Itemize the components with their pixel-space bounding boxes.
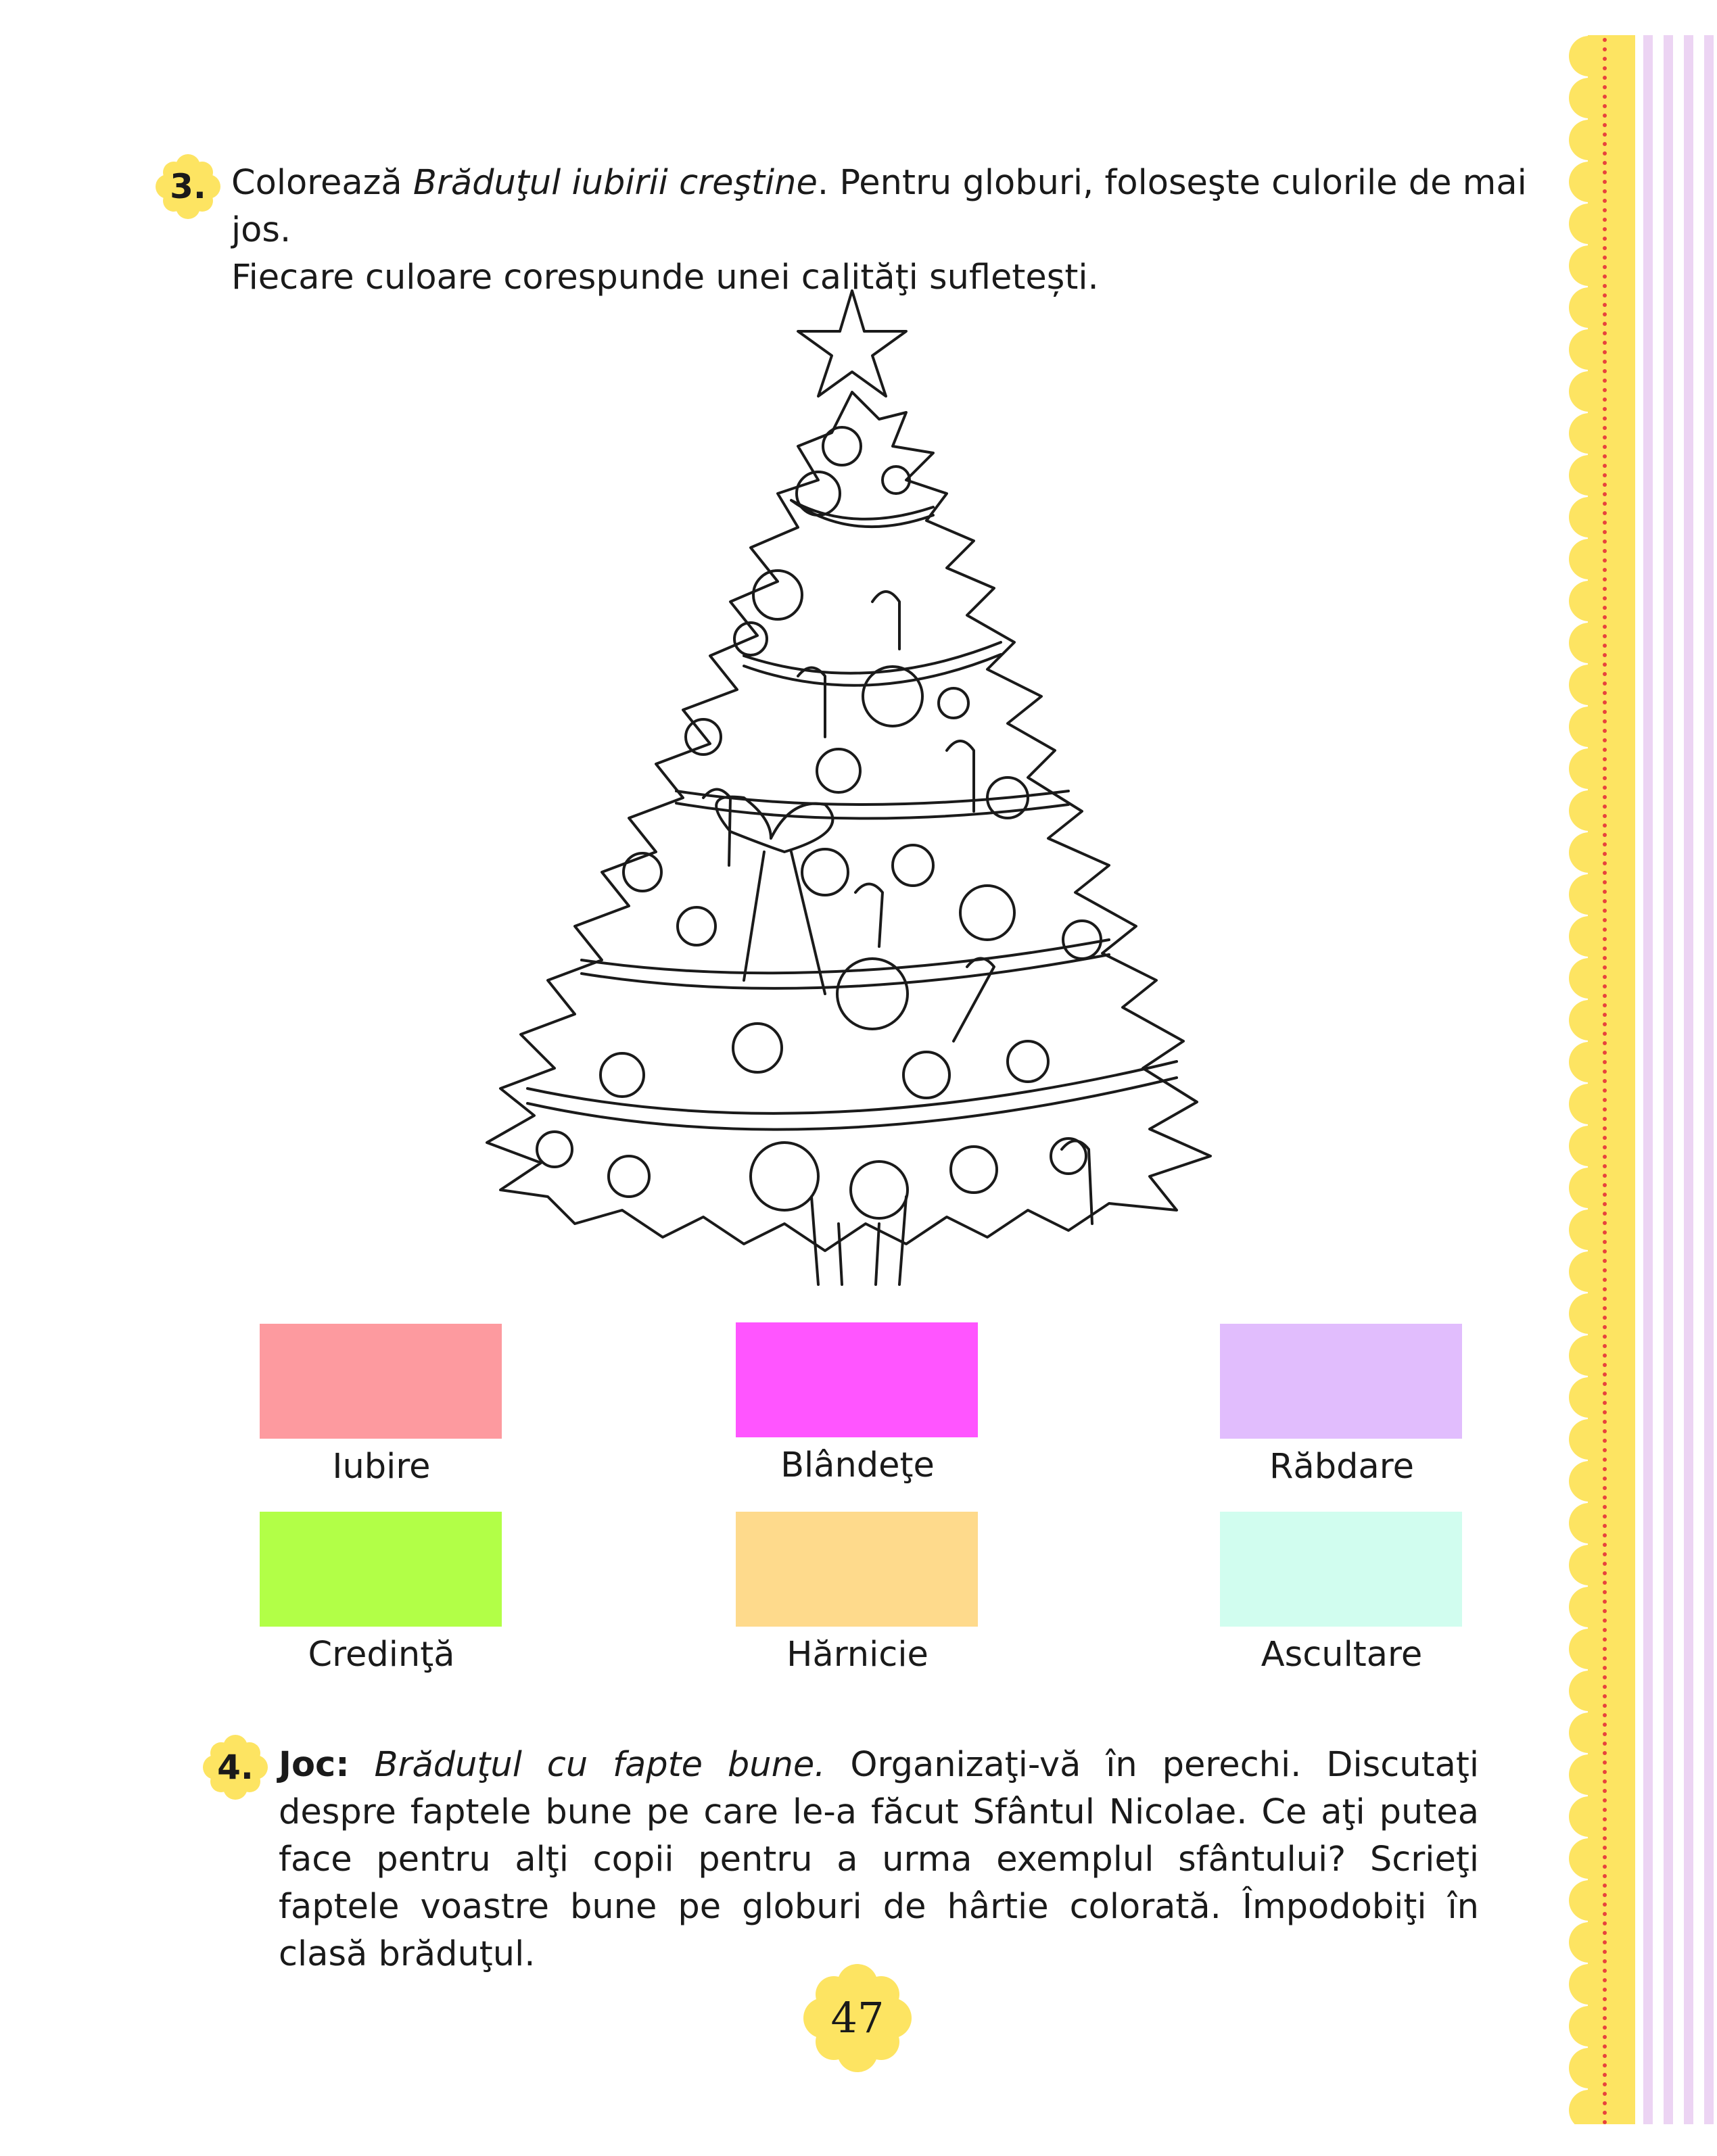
swatch-harnicie [736, 1512, 979, 1675]
swatch-label: Ascultare [1261, 1635, 1423, 1675]
exercise-number: 4. [217, 1748, 254, 1787]
swatch-label: Blândeţe [780, 1445, 935, 1485]
swatch-label: Răbdare [1269, 1447, 1414, 1487]
color-box [260, 1324, 502, 1439]
swatch-iubire [260, 1324, 503, 1487]
color-box [736, 1322, 978, 1437]
page-number-badge [803, 1964, 912, 2072]
tree-garland [744, 642, 1001, 686]
lilac-stripe [1643, 35, 1653, 2124]
christmas-tree-drawing [473, 277, 1258, 1298]
exercise-3 [156, 154, 1535, 297]
color-box [736, 1512, 978, 1627]
lilac-stripe [1704, 35, 1714, 2124]
swatch-label: Credinţă [308, 1635, 455, 1675]
swatch-rabdare [1220, 1324, 1463, 1487]
decorative-right-border [1568, 35, 1717, 2124]
instruction-line-1 [231, 160, 1550, 254]
swatch-blandete [736, 1322, 979, 1485]
exercise-4-instructions [279, 1742, 1479, 1978]
game-label: Joc: [279, 1745, 350, 1785]
scalloped-edge [1568, 35, 1635, 2124]
color-box [1220, 1512, 1462, 1627]
swatch-ascultare [1220, 1512, 1463, 1675]
exercise-number-badge [156, 154, 220, 219]
instruction-line-2: Fiecare culoare corespunde unei calităţi sufletești. [231, 258, 1099, 297]
instruction-title-italic: Brăduţul iubirii creştine [413, 163, 818, 203]
exercise-number: 3. [170, 167, 206, 206]
color-box [260, 1512, 502, 1627]
swatch-label: Iubire [332, 1447, 431, 1487]
instruction-text: . Pentru globuri, foloseşte culorile de mai jos. [231, 163, 1527, 250]
tree-top-star [798, 291, 906, 396]
tree-outline [487, 392, 1210, 1251]
swatch-credinta [260, 1512, 503, 1675]
page-number: 47 [830, 1993, 885, 2042]
tree-ornaments [537, 427, 1101, 1218]
tree-garland [582, 940, 1109, 988]
instruction-text: Colorează [231, 163, 413, 203]
tree-bow [716, 797, 832, 994]
color-box [1220, 1324, 1462, 1439]
game-title-italic: Brăduţul cu fapte bune. [374, 1745, 826, 1785]
instruction-text: Organizaţi-vă în perechi. Discutaţi despre faptele bune pe care le-a făcut Sfântul Nicolae. Ce aţi putea face pentru alţi copii pentru a urma exemplul sfântului? Scrieţi faptele voastre bune pe globuri de hârtie colorată. Împodobiţi în clasă brăduţul. [279, 1745, 1480, 1974]
tree-garland [676, 791, 1068, 819]
exercise-4 [203, 1735, 1488, 1974]
exercise-number-badge [203, 1735, 268, 1800]
lilac-stripe [1684, 35, 1693, 2124]
swatch-label: Hărnicie [786, 1635, 928, 1675]
lilac-stripe [1664, 35, 1673, 2124]
